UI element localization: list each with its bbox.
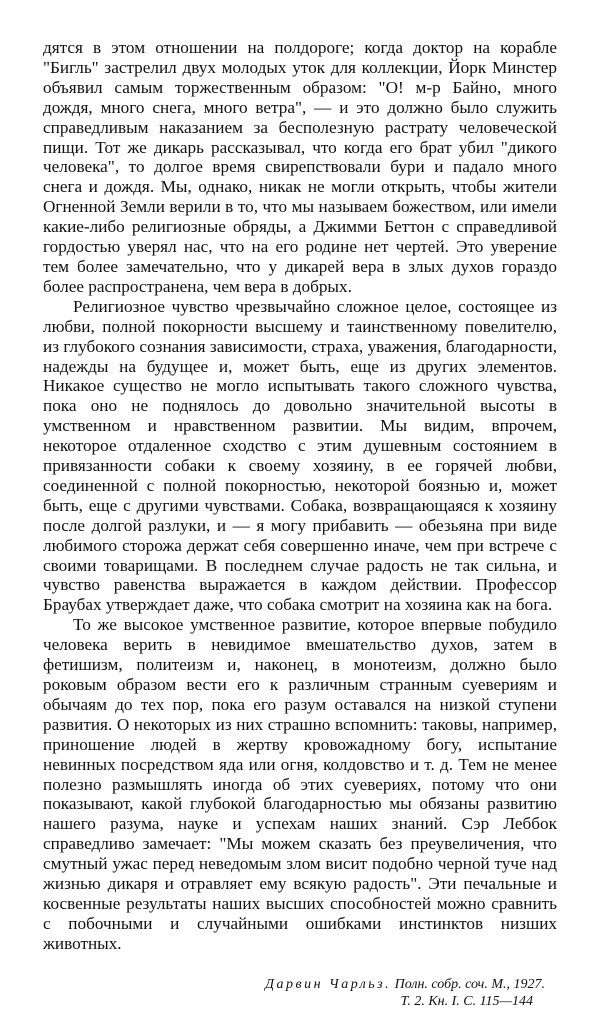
citation-line-2: Т. 2. Кн. I. С. 115—144 bbox=[400, 993, 533, 1009]
paragraph-1: дятся в этом отношении на полдороге; когда доктор на корабле "Бигль" застрелил двух молодых уток для коллекции, Йорк Минстер объявил самым торжественным образом: "О! м-р Байно, много дождя, много снега, много ветра", — и это должно было служить справедливым наказанием за бесполезную растрату человеческой пищи. Тот же дикарь рассказывал, что когда его брат убил "дикого человека", то долгое время свирепствовали бури и падало много снега и дождя. Мы, однако, никак не могли открыть, чтобы жители Огненной Земли верили в то, что мы называем божеством, или имели какие-либо религиозные обряды, а Джимми Беттон с справедливой гордостью уверял нас, что на его родине нет чертей. Это уверение тем более замечательно, что у дикарей вера в злых духов гораздо более распространена, чем вера в добрых. bbox=[43, 38, 557, 296]
citation-author: Дарвин Чарльз. bbox=[265, 976, 392, 992]
citation-line-1 bbox=[43, 976, 545, 993]
paragraph-3: То же высокое умственное развитие, которое впервые побудило человека верить в невидимое вмешательство духов, затем в фетишизм, политеизм и, наконец, в монотеизм, должно было роковым образом вести его к различным странным суевериям и обычаям до тех пор, пока его разум оставался на низкой ступени развития. О некоторых из них страшно вспомнить: таковы, например, приношение людей в жертву кровожадному богу, испытание невинных посредством яда или огня, колдовство и т. д. Тем не менее полезно размышлять иногда об этих суевериях, потому что они показывают, какой глубокой благодарностью мы обязаны развитию нашего разума, науке и успехам наших знаний. Сэр Леббок справедливо замечает: "Мы можем сказать без преувеличения, что смутный ужас перед неведомым злом висит подобно черной туче над жизнью дикаря и отравляет ему всякую радость". Эти печальные и косвенные результаты наших высших способностей можно сравнить с побочными и случайными ошибками инстинктов низших животных. bbox=[43, 615, 557, 953]
citation bbox=[43, 976, 557, 1010]
document-page bbox=[43, 38, 557, 1010]
citation-source: Полн. собр. соч. М., 1927. bbox=[394, 976, 545, 992]
paragraph-2: Религиозное чувство чрезвычайно сложное целое, состоящее из любви, полной покорности высшему и таинственному повелителю, из глубокого сознания зависимости, страха, уважения, благодарности, надежды на будущее и, может быть, еще из других элементов. Никакое существо не могло испытывать такого сложного чувства, пока оно не поднялось до довольно значительной высоты в умственном и нравственном развитии. Мы видим, впрочем, некоторое отдаленное сходство с этим душевным состоянием в привязанности собаки к своему хозяину, в ее горячей любви, соединенной с полной покорностью, некоторой боязнью и, может быть, еще с другими чувствами. Собака, возвращающаяся к хозяину после долгой разлуки, и — я могу прибавить — обезьяна при виде любимого сторожа держат себя совершенно иначе, чем при встрече с своими товарищами. В последнем случае радость не так сильна, и чувство равенства выражается в каждом действии. Профессор Браубах утверждает даже, что собака смотрит на хозяина как на бога. bbox=[43, 296, 557, 615]
